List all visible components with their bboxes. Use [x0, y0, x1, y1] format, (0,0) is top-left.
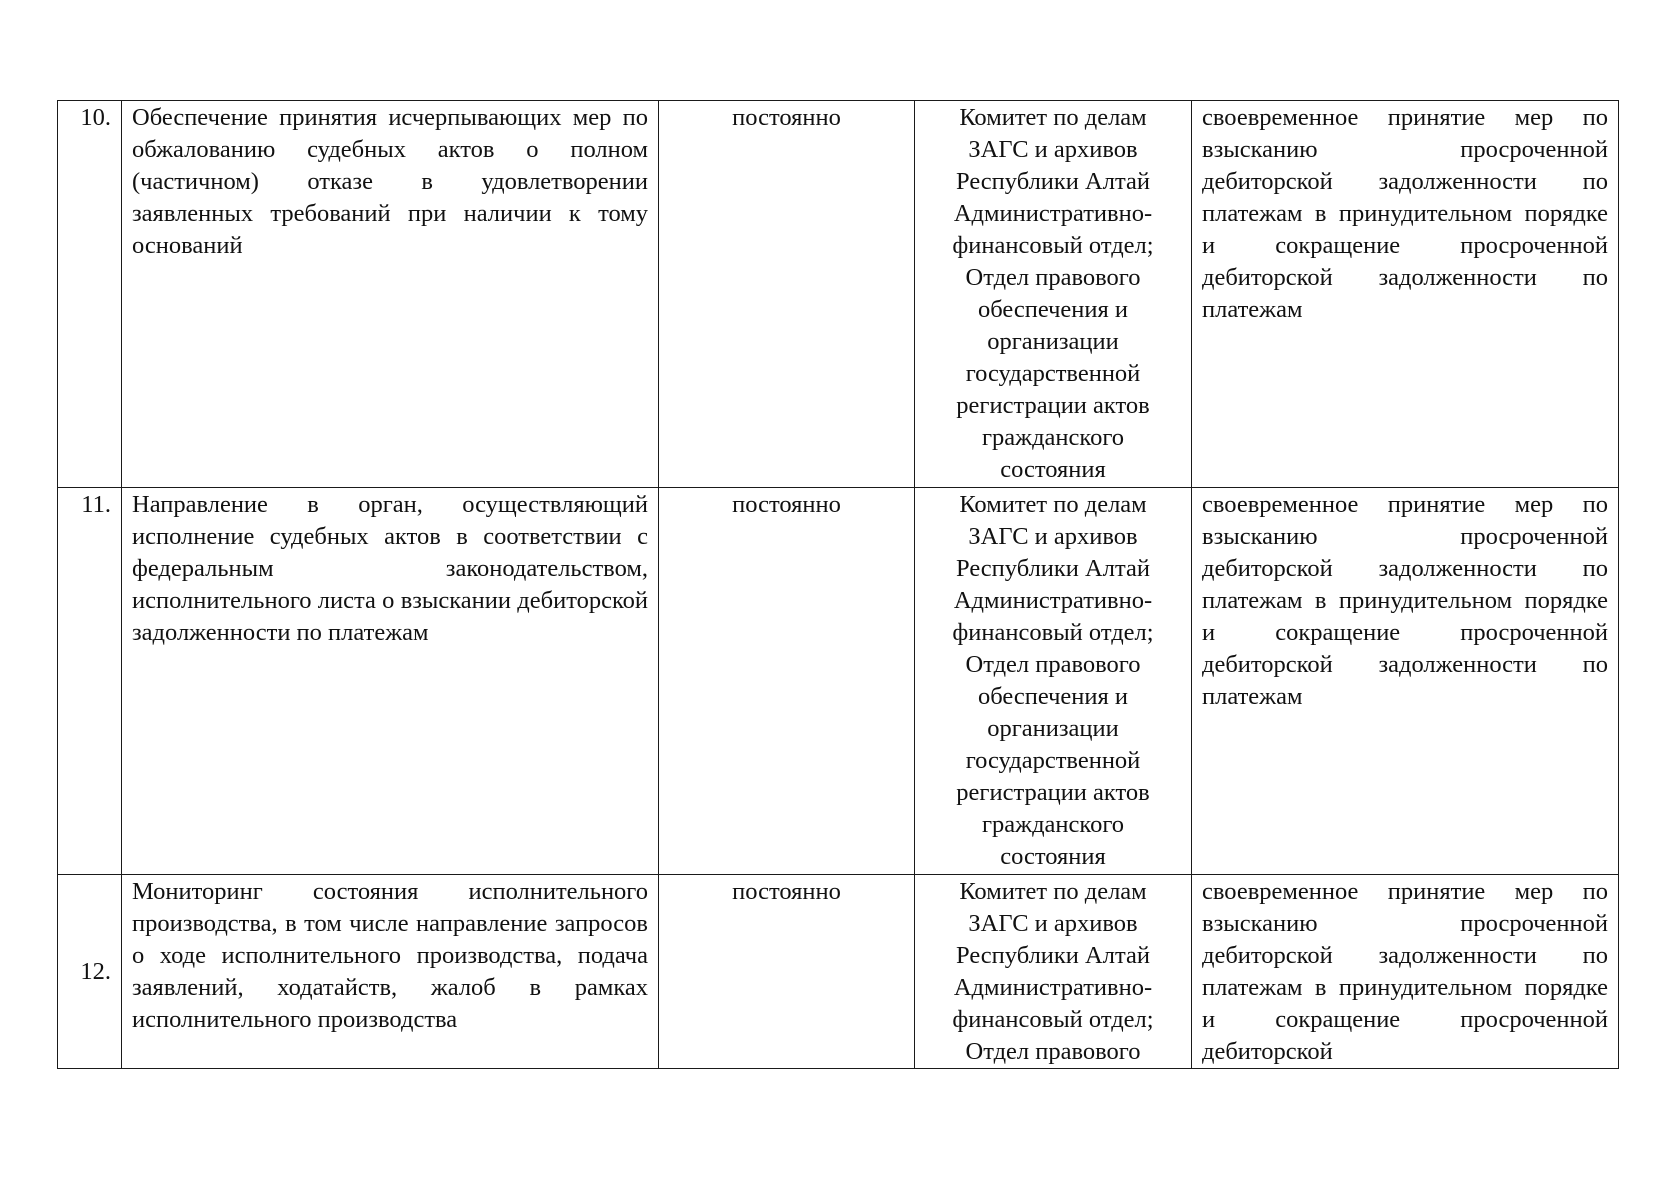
action-description: Направление в орган, осуществляющий исполнение судебных актов в соответствии с федеральным законодательством, исполнительного листа о взыскании дебиторской задолженности по платежам: [122, 488, 659, 875]
responsible-line: ЗАГС и архивов: [968, 523, 1138, 550]
responsible-line: ЗАГС и архивов: [968, 136, 1138, 163]
responsible-executor: [915, 101, 1192, 488]
responsible-line: государственной: [965, 360, 1141, 387]
table-row: [58, 875, 1619, 1069]
responsible-line: обеспечения и: [977, 296, 1129, 323]
responsible-line: состояния: [1000, 456, 1106, 483]
responsible-executor: [915, 488, 1192, 875]
execution-term: постоянно: [659, 875, 915, 1069]
responsible-line: организации: [987, 715, 1119, 742]
responsible-line: Республики Алтай: [956, 168, 1150, 195]
responsible-line: Административно-: [953, 974, 1153, 1001]
expected-result: своевременное принятие мер по взысканию просроченной дебиторской задолженности по платежам в принудительном порядке и сокращение просроченной дебиторской: [1192, 875, 1619, 1069]
responsible-executor: [915, 875, 1192, 1069]
expected-result: своевременное принятие мер по взысканию просроченной дебиторской задолженности по платежам в принудительном порядке и сокращение просроченной дебиторской задолженности по платежам: [1192, 101, 1619, 488]
responsible-line: Административно-: [953, 200, 1153, 227]
expected-result: своевременное принятие мер по взысканию просроченной дебиторской задолженности по платежам в принудительном порядке и сокращение просроченной дебиторской задолженности по платежам: [1192, 488, 1619, 875]
responsible-line: состояния: [1000, 843, 1106, 870]
responsible-line: финансовый отдел;: [952, 232, 1154, 259]
responsible-line: ЗАГС и архивов: [968, 910, 1138, 937]
responsible-line: финансовый отдел;: [952, 1006, 1154, 1033]
responsible-line: Комитет по делам: [959, 104, 1147, 131]
execution-term: постоянно: [659, 101, 915, 488]
action-description: Мониторинг состояния исполнительного производства, в том числе направление запросов о ходе исполнительного производства, подача заявлений, ходатайств, жалоб в рамках исполнительного производства: [122, 875, 659, 1069]
row-number: 12.: [58, 875, 122, 1069]
action-description: Обеспечение принятия исчерпывающих мер по обжалованию судебных актов о полном (частичном) отказе в удовлетворении заявленных требований при наличии к тому оснований: [122, 101, 659, 488]
responsible-line: Административно-: [953, 587, 1153, 614]
row-number: 11.: [58, 488, 122, 875]
responsible-line: Комитет по делам: [959, 878, 1147, 905]
responsible-line: Комитет по делам: [959, 491, 1147, 518]
responsible-line: Отдел правового: [965, 651, 1141, 678]
responsible-line: гражданского: [981, 424, 1125, 451]
responsible-line: Отдел правового: [965, 264, 1141, 291]
responsible-line: обеспечения и: [977, 683, 1129, 710]
responsible-line: регистрации актов: [956, 392, 1150, 419]
responsible-line: регистрации актов: [956, 779, 1150, 806]
responsible-line: государственной: [965, 747, 1141, 774]
responsible-line: гражданского: [981, 811, 1125, 838]
responsible-line: организации: [987, 328, 1119, 355]
table-row: [58, 101, 1619, 488]
responsible-line: Отдел правового: [965, 1038, 1141, 1065]
responsible-line: Республики Алтай: [956, 555, 1150, 582]
responsible-line: финансовый отдел;: [952, 619, 1154, 646]
row-number: 10.: [58, 101, 122, 488]
execution-term: постоянно: [659, 488, 915, 875]
responsible-line: Республики Алтай: [956, 942, 1150, 969]
measures-table: [57, 100, 1619, 1069]
table-row: [58, 488, 1619, 875]
